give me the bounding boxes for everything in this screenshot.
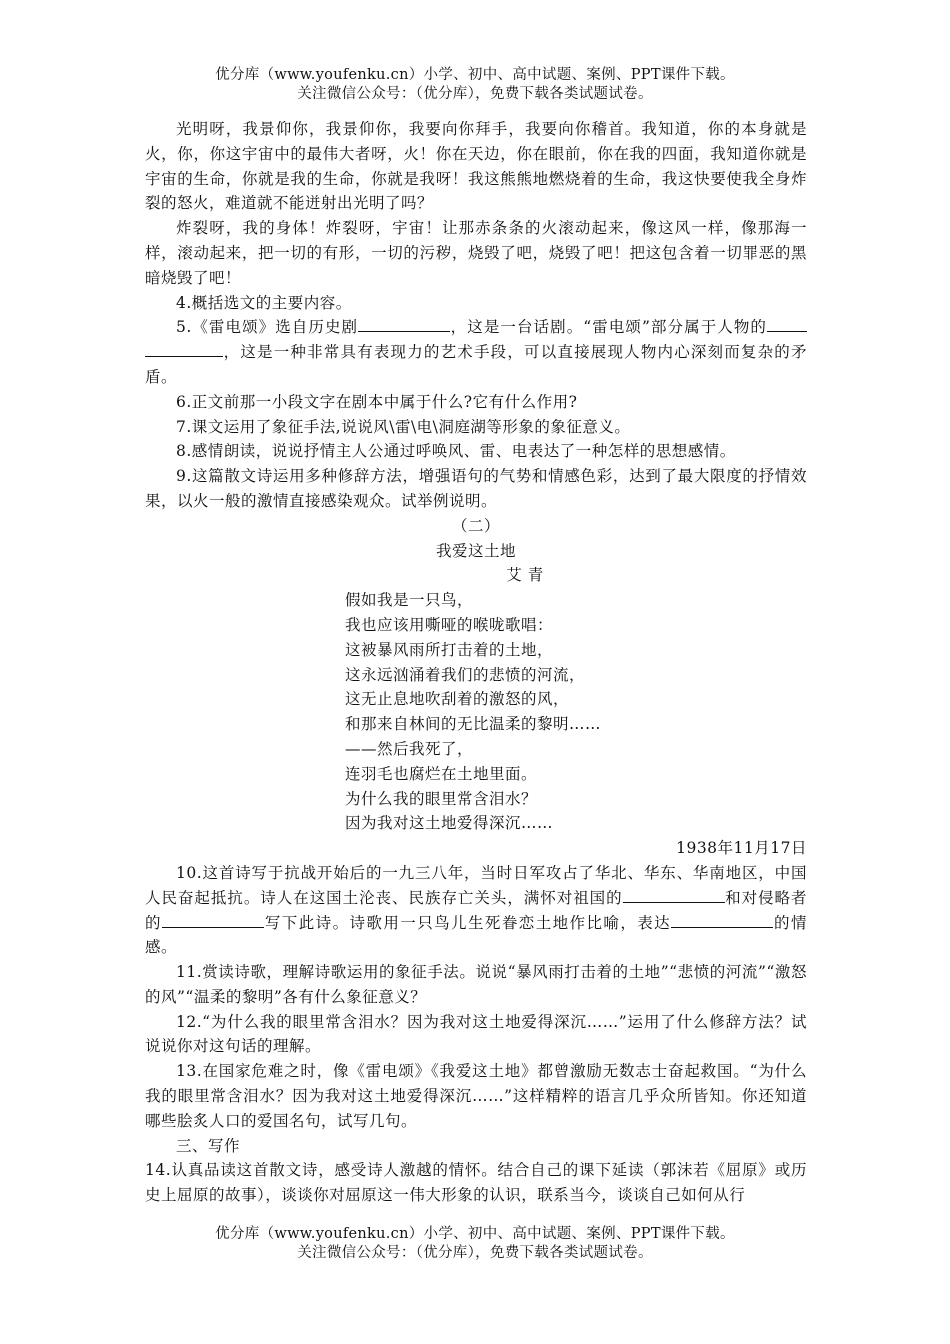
part-2-label: （二） [451,516,500,535]
page-header [0,66,950,104]
header-line-2: 关注微信公众号：（优分库），免费下载各类试题试卷。 [297,86,653,102]
answer-blank [162,912,264,928]
question-6: 6.正文前那一小段文字在剧本中属于什么?它有什么作用? [176,392,578,411]
poem-line: 连羽毛也腐烂在土地里面。 [345,764,538,783]
poem-line: 为什么我的眼里常含泪水？ [345,789,538,808]
footer-line-1: 优分库（www.youfenku.cn）小学、初中、高中试题、案例、PPT课件下载。 [215,1226,735,1242]
question-10-part-d: 的情感。 [145,913,807,957]
question-10-part-b: 和对侵略者的 [145,888,807,932]
poem-line: 和那来自林间的无比温柔的黎明…… [345,715,602,734]
question-5-part-a: 5.《雷电颂》选自历史剧 [176,318,359,337]
question-5-part-c: ，这是一种非常具有表现力的艺术手段，可以直接展现人物内心深刻而复杂的矛盾。 [145,343,807,386]
poem-line: ——然后我死了， [345,739,474,758]
question-9: 9.这篇散文诗运用多种修辞方法，增强语句的气势和情感色彩，达到了最大限度的抒情效果，以火一般的激情直接感染观众。试举例说明。 [145,467,807,510]
poem-author: 艾 青 [506,566,544,585]
question-5 [145,315,807,389]
poem-line: 我也应该用嘶哑的喉咙歌唱： [345,615,554,634]
poem-line: 假如我是一只鸟， [345,591,474,610]
question-12: 12.“为什么我的眼里常含泪水？因为我对这土地爱得深沉……”运用了什么修辞方法？试说说你对这句话的理解。 [145,1012,807,1056]
question-14: 14.认真品读这首散文诗，感受诗人激越的情怀。结合自己的课下延读（郭沫若《屈原》或历史上屈原的故事），谈谈你对屈原这一伟大形象的认识，联系当今，谈谈自己如何从行 [145,1161,807,1205]
question-11: 11.赏读诗歌，理解诗歌运用的象征手法。说说“暴风雨打击着的土地”“悲愤的河流”“激怒的风”“温柔的黎明”各有什么象征意义？ [145,963,807,1006]
poem-title: 我爱这土地 [435,541,516,560]
answer-blank [623,887,725,903]
answer-blank [767,316,807,332]
question-10-part-c: 写下此诗。诗歌用一只鸟儿生死眷恋土地作比喻，表达 [263,913,672,932]
poem-body [145,588,807,836]
passage-paragraph-1: 光明呀，我景仰你，我景仰你，我要向你拜手，我要向你稽首。我知道，你的本身就是火，你，你这宇宙中的最伟大者呀，火！你在天边，你在眼前，你在我的四面，我知道你就是宇宙的生命，你就是我的生命，你就是我呀！我这熊熊地燃烧着的生命，我这快要使我全身炸裂的怒火，难道就不能迸射出光明了吗？ [145,120,807,213]
page-footer [0,1225,950,1263]
section-3-heading: 三、写作 [176,1136,241,1155]
poem-date: 1938年11月17日 [676,839,807,858]
poem-line: 这永远汹涌着我们的悲愤的河流， [345,665,586,684]
footer-line-2: 关注微信公众号：（优分库），免费下载各类试题试卷。 [297,1245,653,1261]
document-body [145,117,807,1208]
question-4: 4.概括选文的主要内容。 [176,293,352,312]
question-7: 7.课文运用了象征手法,说说风\雷\电\洞庭湖等形象的象征意义。 [176,417,631,436]
question-13: 13.在国家危难之时，像《雷电颂》《我爱这土地》都曾激励无数志士奋起救国。“为什么我的眼里常含泪水？因为我对这土地爱得深沉……”这样精粹的语言几乎众所皆知。你还知道哪些脍炙人口的爱国名句，试写几句。 [145,1062,807,1130]
passage-paragraph-2: 炸裂呀，我的身体！炸裂呀，宇宙！让那赤条条的火滚动起来，像这风一样，像那海一样，滚动起来，把一切的有形，一切的污秽，烧毁了吧，烧毁了吧！把这包含着一切罪恶的黑暗烧毁了吧！ [145,219,807,287]
header-line-1: 优分库（www.youfenku.cn）小学、初中、高中试题、案例、PPT课件下载。 [215,67,735,83]
question-5-part-b: ，这是一台话剧。“雷电颂”部分属于人物的 [450,318,767,337]
question-8: 8.感情朗读，说说抒情主人公通过呼唤风、雷、电表达了一种怎样的思想感情。 [176,442,736,461]
question-10 [145,861,807,960]
poem-line: 这无止息地吹刮着的激怒的风， [345,690,570,709]
answer-blank [145,341,223,357]
poem-line: 这被暴风雨所打击着的土地， [345,640,554,659]
answer-blank [671,912,773,928]
answer-blank [358,316,450,332]
poem-line: 因为我对这土地爱得深沉…… [345,814,554,833]
question-10-part-a: 10.这首诗写于抗战开始后的一九三八年，当时日军攻占了华北、华东、华南地区，中国人民奋起抵抗。诗人在这国土沦丧、民族存亡关头，满怀对祖国的 [145,863,807,907]
